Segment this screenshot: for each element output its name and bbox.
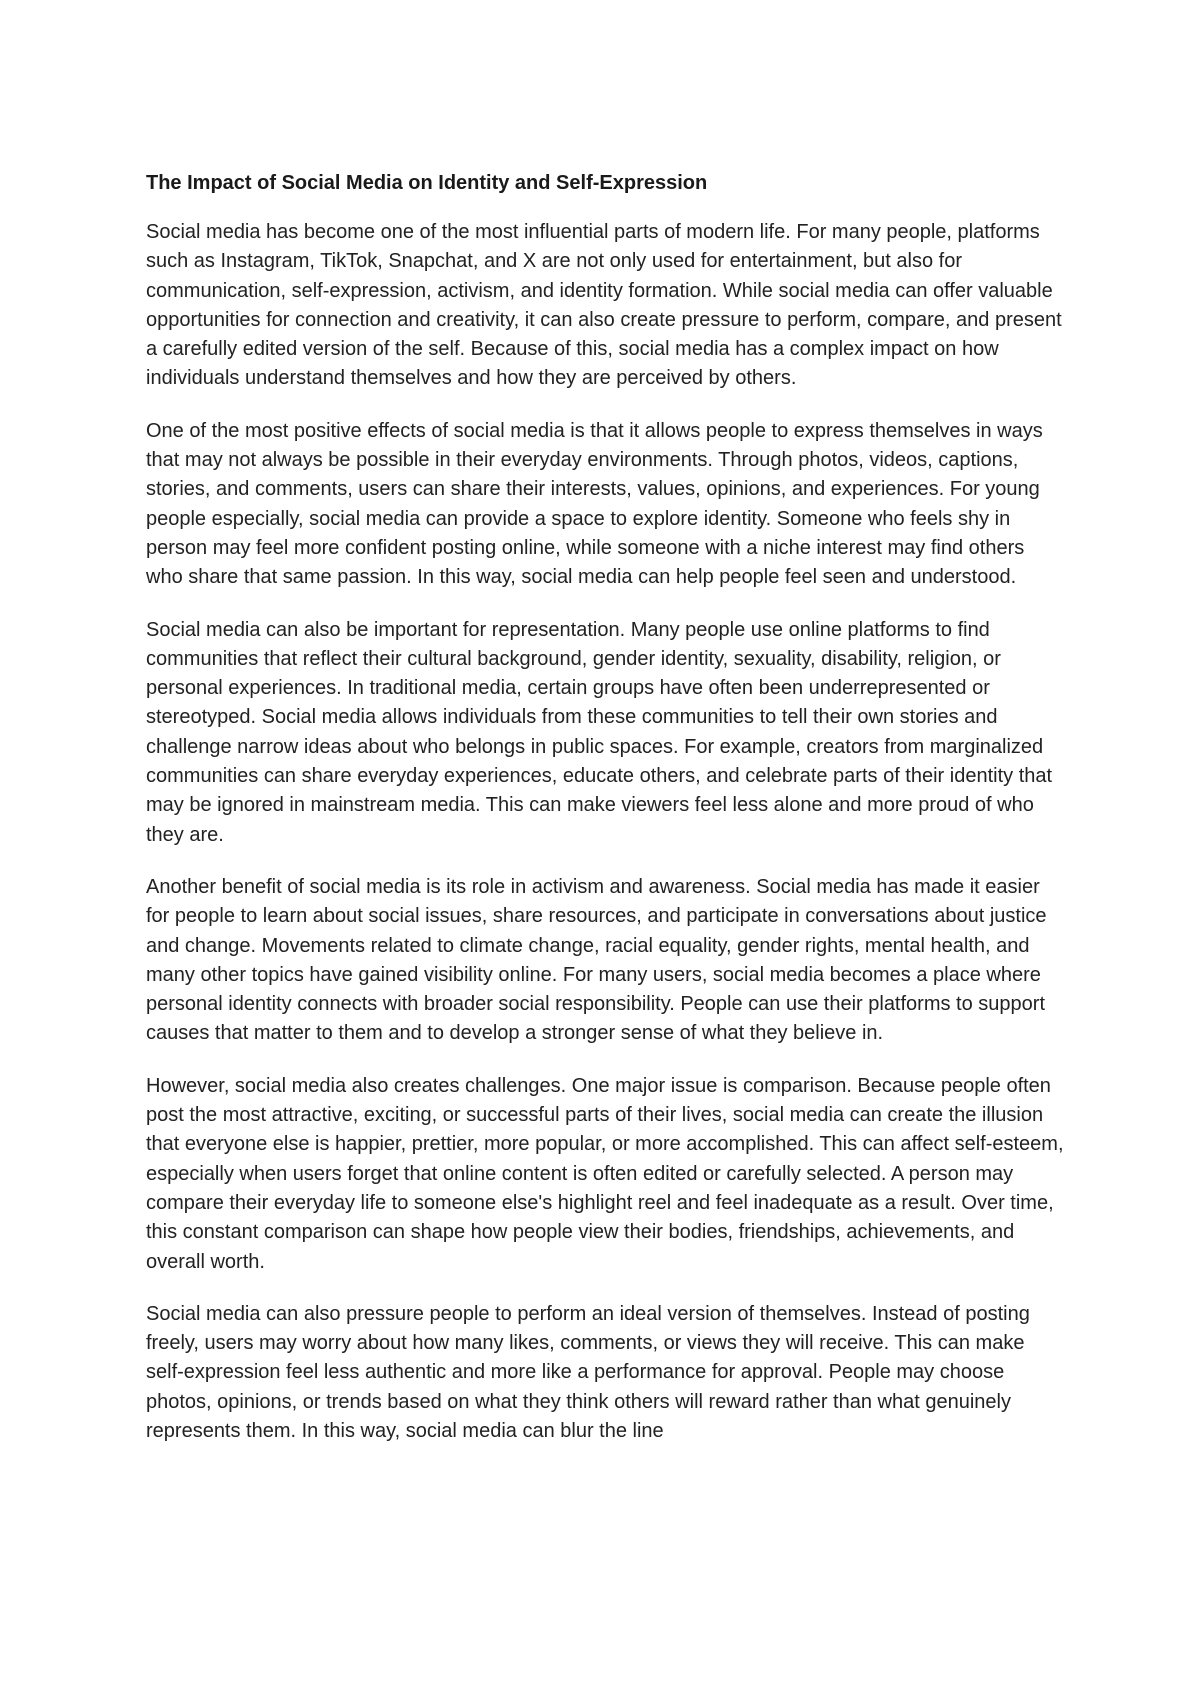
paragraph-4: Another benefit of social media is its role in activism and awareness. Social media has made it easier for people to learn about social issues, share resources, and participate in conversations about justice and change. Movements related to climate change, racial equality, gender rights, mental health, and many other topics have gained visibility online. For many users, social media becomes a place where personal identity connects with broader social responsibility. People can use their platforms to support causes that matter to them and to develop a stronger sense of what they believe in. xyxy=(146,875,1047,1045)
paragraph-3: Social media can also be important for representation. Many people use online platforms to find communities that reflect their cultural background, gender identity, sexuality, disability, religion, or personal experiences. In traditional media, certain groups have often been underrepresented or stereotyped. Social media allows individuals from these communities to tell their own stories and challenge narrow ideas about who belongs in public spaces. For example, creators from marginalized communities can share everyday experiences, educate others, and celebrate parts of their identity that may be ignored in mainstream media. This can make viewers feel less alone and more proud of who they are. xyxy=(146,618,1053,846)
paragraph-5: However, social media also creates challenges. One major issue is comparison. Because people often post the most attractive, exciting, or successful parts of their lives, social media can create the illusion that everyone else is happier, prettier, more popular, or more accomplished. This can affect self-esteem, especially when users forget that online content is often edited or carefully selected. A person may compare their everyday life to someone else's highlight reel and feel inadequate as a result. Over time, this constant comparison can shape how people view their bodies, friendships, achievements, and overall worth. xyxy=(146,1074,1064,1273)
paragraph-6: Social media can also pressure people to perform an ideal version of themselves. Instead of posting freely, users may worry about how many likes, comments, or views they will receive. This can make self-expression feel less authentic and more like a performance for approval. People may choose photos, opinions, or trends based on what they think others will reward rather than what genuinely represents them. In this way, social media can blur the line xyxy=(146,1302,1030,1442)
document-body xyxy=(146,168,1066,1469)
document-title: The Impact of Social Media on Identity and Self-Expression xyxy=(146,172,708,194)
paragraph-2: One of the most positive effects of social media is that it allows people to express themselves in ways that may not always be possible in their everyday environments. Through photos, videos, captions, stories, and comments, users can share their interests, values, opinions, and experiences. For young people especially, social media can provide a space to explore identity. Someone who feels shy in person may feel more confident posting online, while someone with a niche interest may find others who share that same passion. In this way, social media can help people feel seen and understood. xyxy=(146,419,1043,589)
paragraph-1: Social media has become one of the most influential parts of modern life. For many people, platforms such as Instagram, TikTok, Snapchat, and X are not only used for entertainment, but also for communication, self-expression, activism, and identity formation. While social media can offer valuable opportunities for connection and creativity, it can also create pressure to perform, compare, and present a carefully edited version of the self. Because of this, social media has a complex impact on how individuals understand themselves and how they are perceived by others. xyxy=(146,221,1062,390)
